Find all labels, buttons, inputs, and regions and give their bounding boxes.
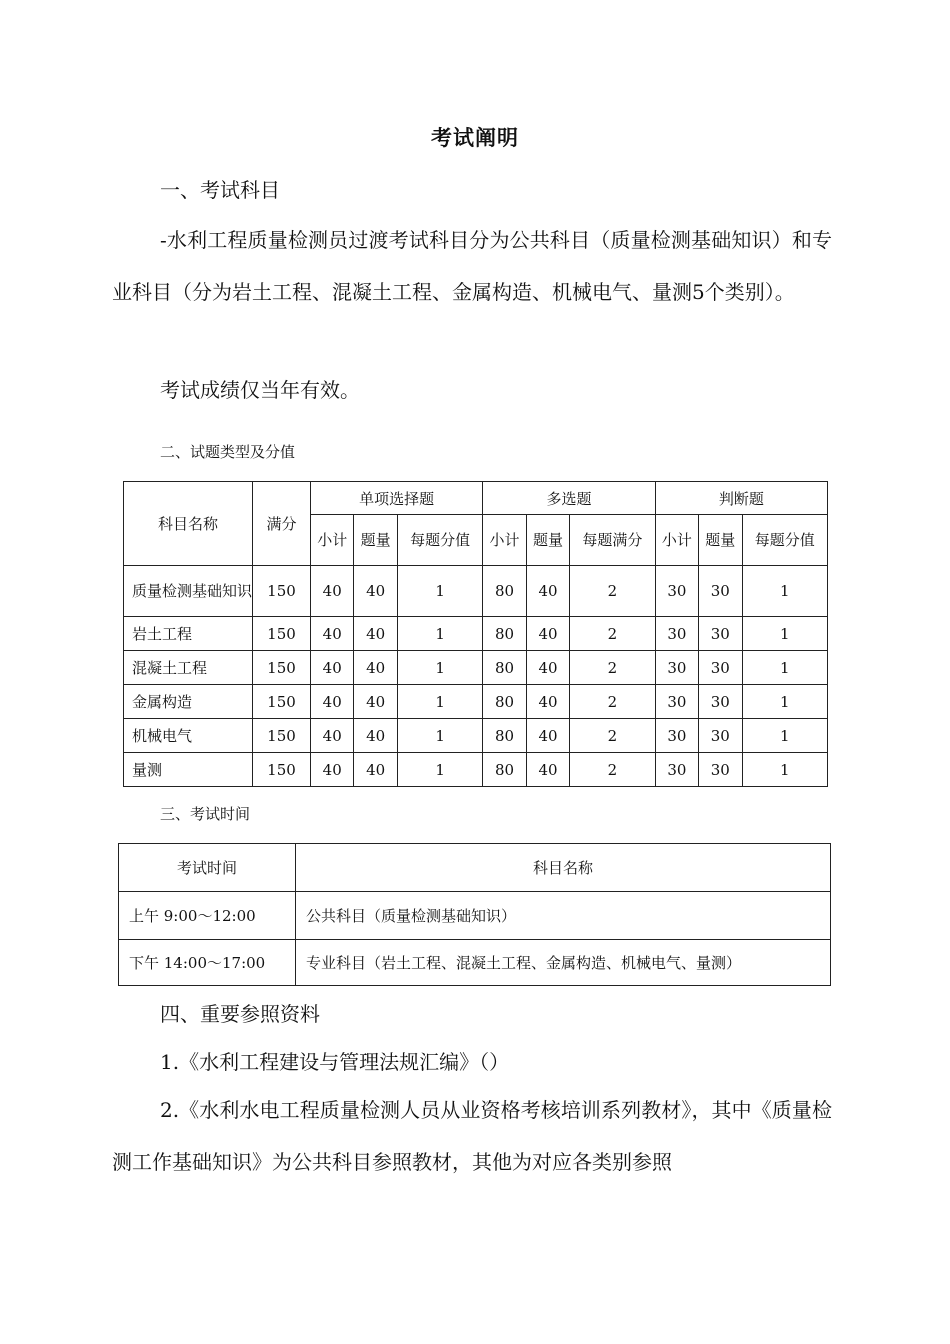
row-cell: 30 <box>699 753 742 787</box>
row-subject: 质量检测基础知识 <box>124 566 253 617</box>
row-cell: 1 <box>742 719 827 753</box>
section1-note: 考试成绩仅当年有效。 <box>160 378 360 402</box>
row-cell: 40 <box>526 685 569 719</box>
row-cell: 2 <box>570 651 655 685</box>
sub-header-cell: 小计 <box>483 515 526 566</box>
row-cell: 30 <box>699 651 742 685</box>
sub-header-cell: 题量 <box>699 515 742 566</box>
reference-item-2-text: 2.《水利水电工程质量检测人员从业资格考核培训系列教材》，其中《质量检测工作基础知识》为公共科目参照教材，其他为对应各类别参照 <box>112 1098 832 1174</box>
row-cell: 80 <box>483 617 526 651</box>
table-row <box>124 651 828 685</box>
section3-heading: 三、考试时间 <box>160 805 251 823</box>
sub-header-cell: 每题分值 <box>397 515 482 566</box>
table-row <box>124 566 828 617</box>
score-table <box>123 481 828 787</box>
row-cell: 150 <box>253 566 311 617</box>
table-row <box>124 753 828 787</box>
row-subject: 机械电气 <box>124 719 253 753</box>
row-cell: 80 <box>483 651 526 685</box>
row-cell: 80 <box>483 566 526 617</box>
time-row-2-time: 下午 14:00～17:00 <box>119 940 296 986</box>
time-table <box>118 843 831 986</box>
row-cell: 2 <box>570 685 655 719</box>
row-cell: 30 <box>655 566 698 617</box>
row-subject: 岩土工程 <box>124 617 253 651</box>
row-cell: 40 <box>354 566 397 617</box>
row-cell: 1 <box>742 566 827 617</box>
header-exam-time: 考试时间 <box>119 844 296 892</box>
sub-header-cell: 小计 <box>311 515 354 566</box>
row-cell: 1 <box>742 617 827 651</box>
row-cell: 40 <box>311 685 354 719</box>
row-cell: 40 <box>311 566 354 617</box>
row-cell: 2 <box>570 617 655 651</box>
row-cell: 30 <box>655 753 698 787</box>
row-cell: 40 <box>311 719 354 753</box>
row-cell: 1 <box>742 753 827 787</box>
section1-heading: 一、考试科目 <box>160 178 280 202</box>
section1-paragraph <box>112 214 832 318</box>
header-group-multi: 多选题 <box>483 482 655 515</box>
time-row-2-subject: 专业科目（岩土工程、混凝土工程、金属构造、机械电气、量测） <box>296 940 831 986</box>
row-cell: 150 <box>253 617 311 651</box>
row-cell: 40 <box>526 617 569 651</box>
score-table-body <box>124 566 828 787</box>
row-cell: 80 <box>483 753 526 787</box>
reference-item-1: 1.《水利工程建设与管理法规汇编》（） <box>160 1050 510 1074</box>
row-cell: 40 <box>354 719 397 753</box>
row-cell: 1 <box>397 566 482 617</box>
row-cell: 1 <box>397 651 482 685</box>
section2-heading: 二、试题类型及分值 <box>160 443 296 461</box>
row-cell: 30 <box>699 719 742 753</box>
row-cell: 2 <box>570 753 655 787</box>
row-cell: 30 <box>655 617 698 651</box>
row-cell: 2 <box>570 566 655 617</box>
sub-header-cell: 小计 <box>655 515 698 566</box>
row-cell: 40 <box>526 719 569 753</box>
row-cell: 30 <box>699 617 742 651</box>
document-title: 考试阐明 <box>431 125 519 150</box>
row-cell: 30 <box>655 719 698 753</box>
section4-heading: 四、重要参照资料 <box>160 1002 320 1026</box>
row-cell: 30 <box>655 651 698 685</box>
sub-header-cell: 题量 <box>526 515 569 566</box>
row-cell: 40 <box>354 617 397 651</box>
table-row <box>124 685 828 719</box>
row-cell: 2 <box>570 719 655 753</box>
table-row <box>124 617 828 651</box>
row-cell: 150 <box>253 719 311 753</box>
row-cell: 40 <box>526 651 569 685</box>
sub-header-cell: 题量 <box>354 515 397 566</box>
row-cell: 1 <box>397 753 482 787</box>
sub-header-cell: 每题满分 <box>570 515 655 566</box>
sub-header-cell: 每题分值 <box>742 515 827 566</box>
row-cell: 1 <box>397 719 482 753</box>
row-cell: 40 <box>354 651 397 685</box>
row-cell: 1 <box>742 685 827 719</box>
row-cell: 150 <box>253 651 311 685</box>
header-group-judge: 判断题 <box>655 482 827 515</box>
row-cell: 40 <box>526 753 569 787</box>
row-cell: 1 <box>742 651 827 685</box>
row-cell: 40 <box>311 753 354 787</box>
row-subject: 金属构造 <box>124 685 253 719</box>
row-cell: 30 <box>655 685 698 719</box>
row-cell: 40 <box>354 753 397 787</box>
row-subject: 混凝土工程 <box>124 651 253 685</box>
row-cell: 30 <box>699 566 742 617</box>
time-row-1-time: 上午 9:00～12:00 <box>119 892 296 940</box>
table-row <box>124 719 828 753</box>
row-cell: 40 <box>354 685 397 719</box>
row-cell: 1 <box>397 685 482 719</box>
section1-paragraph-text: -水利工程质量检测员过渡考试科目分为公共科目（质量检测基础知识）和专业科目（分为岩土工程、混凝土工程、金属构造、机械电气、量测5个类别）。 <box>112 228 832 304</box>
header-subject: 科目名称 <box>124 482 253 566</box>
time-row-1-subject: 公共科目（质量检测基础知识） <box>296 892 831 940</box>
row-subject: 量测 <box>124 753 253 787</box>
row-cell: 80 <box>483 719 526 753</box>
row-cell: 150 <box>253 753 311 787</box>
row-cell: 40 <box>311 651 354 685</box>
reference-item-2 <box>112 1084 832 1188</box>
header-full-score: 满分 <box>253 482 311 566</box>
row-cell: 1 <box>397 617 482 651</box>
row-cell: 30 <box>699 685 742 719</box>
row-cell: 80 <box>483 685 526 719</box>
row-cell: 40 <box>311 617 354 651</box>
header-subject-name: 科目名称 <box>296 844 831 892</box>
row-cell: 40 <box>526 566 569 617</box>
row-cell: 150 <box>253 685 311 719</box>
header-group-single: 单项选择题 <box>311 482 483 515</box>
